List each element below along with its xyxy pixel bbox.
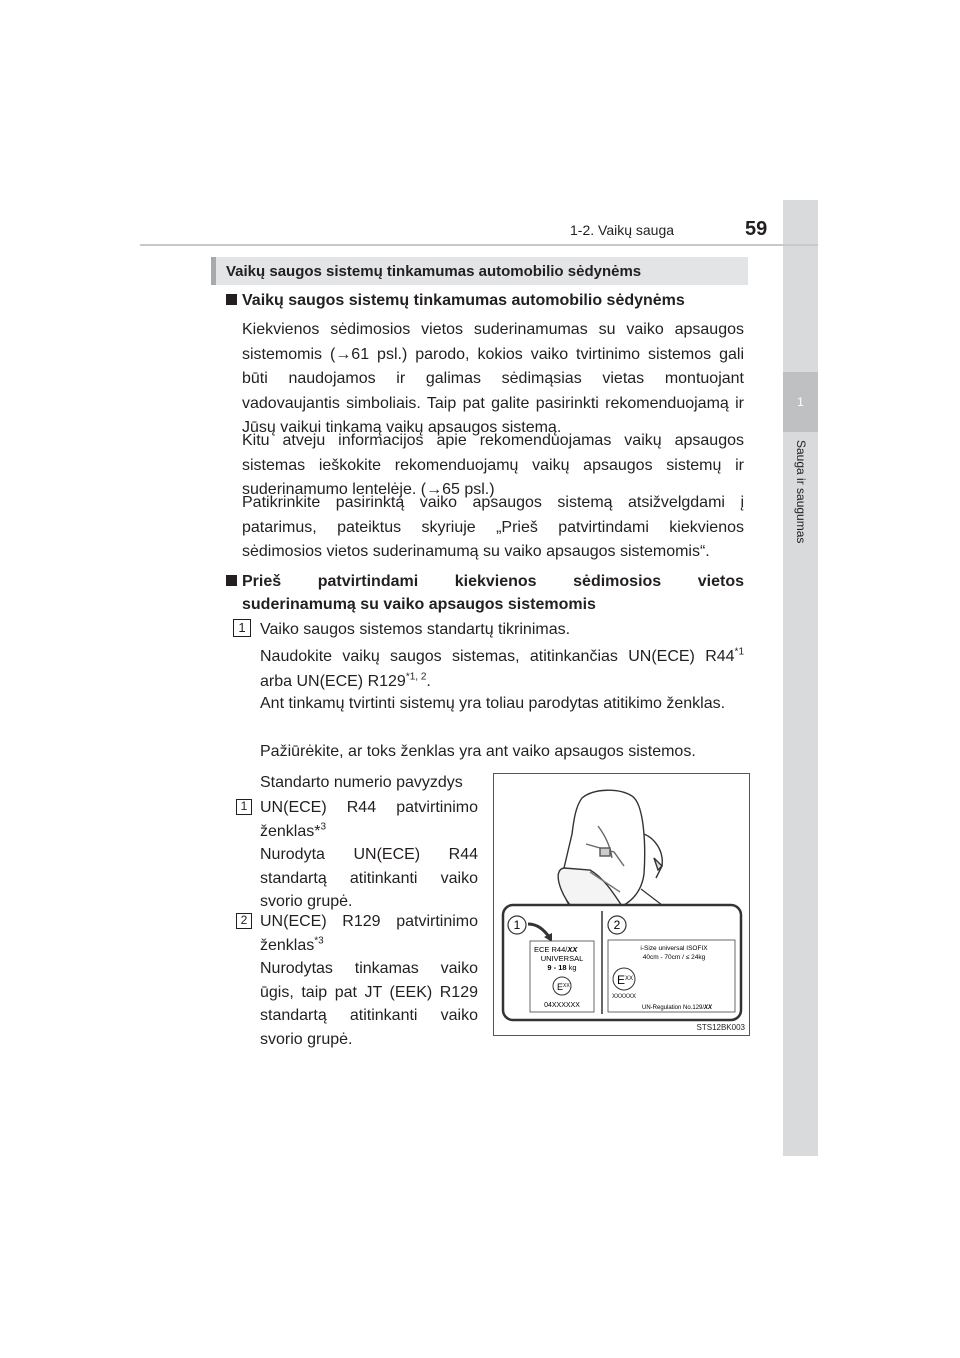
list-item xyxy=(260,796,478,914)
e-mark: $E^{XX}$ xyxy=(557,982,570,992)
e-mark: $E^{XX}$ xyxy=(617,973,634,987)
r44-text: ECE R44/XX xyxy=(534,945,578,954)
figure-drawing xyxy=(494,774,749,1035)
paragraph: Ant tinkamų tvirtinti sistemų yra toliau parodytas atitikimo ženklas. xyxy=(260,695,726,712)
header-rule xyxy=(140,244,818,246)
callout-line xyxy=(641,889,734,905)
item-title: UN(ECE) R44 patvirtinimo ženklas* xyxy=(260,799,478,840)
approval-mark-figure xyxy=(493,773,750,1036)
item-title: UN(ECE) R129 patvirtinimo ženklas xyxy=(260,913,478,954)
step-marker: 1 xyxy=(233,619,251,637)
subsection-title-line: Prieš patvirtindami kiekvienos sėdimosios vietos xyxy=(242,573,744,590)
paragraph xyxy=(260,645,744,694)
r129-code: XXXXXX xyxy=(611,994,637,1000)
item-text: Nurodyta UN(ECE) R44 standartą atitinkanti vaiko svorio grupė. xyxy=(260,846,478,910)
subsection-heading xyxy=(226,289,746,312)
item-number: 2 xyxy=(236,913,252,929)
footnote-ref: *3 xyxy=(314,935,324,947)
footnote-ref: 3 xyxy=(320,821,327,833)
text-run: Naudokite vaikų saugos sistemas, atitinkančias UN(ECE) R44 xyxy=(260,648,735,665)
r44-code: 04XXXXXX xyxy=(544,1002,580,1009)
callout-number: 2 xyxy=(613,918,621,932)
section-title: Vaikų saugos sistemų tinkamumas automobilio sėdynėms xyxy=(226,262,642,280)
page-number: 59 xyxy=(745,218,768,240)
square-bullet-icon xyxy=(226,294,237,305)
r129-regulation: UN-Regulation No.129/XX xyxy=(642,1005,713,1011)
paragraph: Kiekvienos sėdimosios vietos suderinamumas su vaiko apsaugos sistemomis (→61 psl.) parodo, kokios vaiko tvirtinimo sistemos gali būti naudojamos ir galimas sėdimąsias vietas montuojant vadovaujantis simboliais. Taip pat galite pasirinkti rekomenduojamą ir Jūsų vaikui tinkamą vaikų apsaugos sistemą. xyxy=(242,321,744,437)
r129-text: i-Size universal ISOFIX xyxy=(640,945,708,952)
text-run: arba UN(ECE) R129 xyxy=(260,672,406,690)
chapter-title: Sauga ir saugumas xyxy=(794,440,808,544)
footnote-ref: *1, 2 xyxy=(405,671,427,683)
footnote-ref: *1 xyxy=(734,646,744,658)
subsection-heading xyxy=(226,570,744,616)
item-text: Nurodytas tinkamas vaiko ūgis, taip pat JT (EEK) R129 standartą atitinkanti vaiko svorio grupė. xyxy=(260,960,478,1048)
item-number: 1 xyxy=(236,799,252,815)
r44-weight: 9 - 18 kg xyxy=(547,963,577,972)
chapter-tab: 1 xyxy=(783,372,818,432)
paragraph: Kitu atveju informacijos apie rekomenduojamas vaikų apsaugos sistemas ieškokite rekomenduojamų vaikų apsaugos sistemų ir suderinamumo lentelėje. (→65 psl.) xyxy=(242,432,744,499)
subsection-title: Vaikų saugos sistemų tinkamumas automobilio sėdynėms xyxy=(242,292,685,309)
r44-text: UNIVERSAL xyxy=(540,954,584,963)
r129-text: 40cm - 70cm / ≤ 24kg xyxy=(642,954,706,961)
step-title: Vaiko saugos sistemos standartų tikrinimas. xyxy=(260,621,571,638)
list-item xyxy=(260,910,478,1051)
figure-code: STS12BK003 xyxy=(696,1023,745,1032)
paragraph: Patikrinkite pasirinktą vaiko apsaugos sistemą atsižvelgdami į patarimus, pateiktus skyriuje „Prieš patvirtindami kiekvienos sėdimosios vietos suderinamumą su vaiko apsaugos sistemomis“. xyxy=(242,494,744,561)
subsection-title-line: suderinamumą su vaiko apsaugos sistemomis xyxy=(242,596,596,613)
callout-number: 1 xyxy=(513,918,521,932)
section-title-bar xyxy=(211,257,748,285)
paragraph: Pažiūrėkite, ar toks ženklas yra ant vaiko apsaugos sistemos. xyxy=(260,743,696,760)
example-title: Standarto numerio pavyzdys xyxy=(260,774,463,791)
text-run: . xyxy=(426,672,431,690)
child-seat-illustration xyxy=(558,790,662,910)
side-tab-strip xyxy=(783,200,818,1156)
running-head: 1-2. Vaikų sauga xyxy=(570,222,675,238)
square-bullet-icon xyxy=(226,575,237,586)
